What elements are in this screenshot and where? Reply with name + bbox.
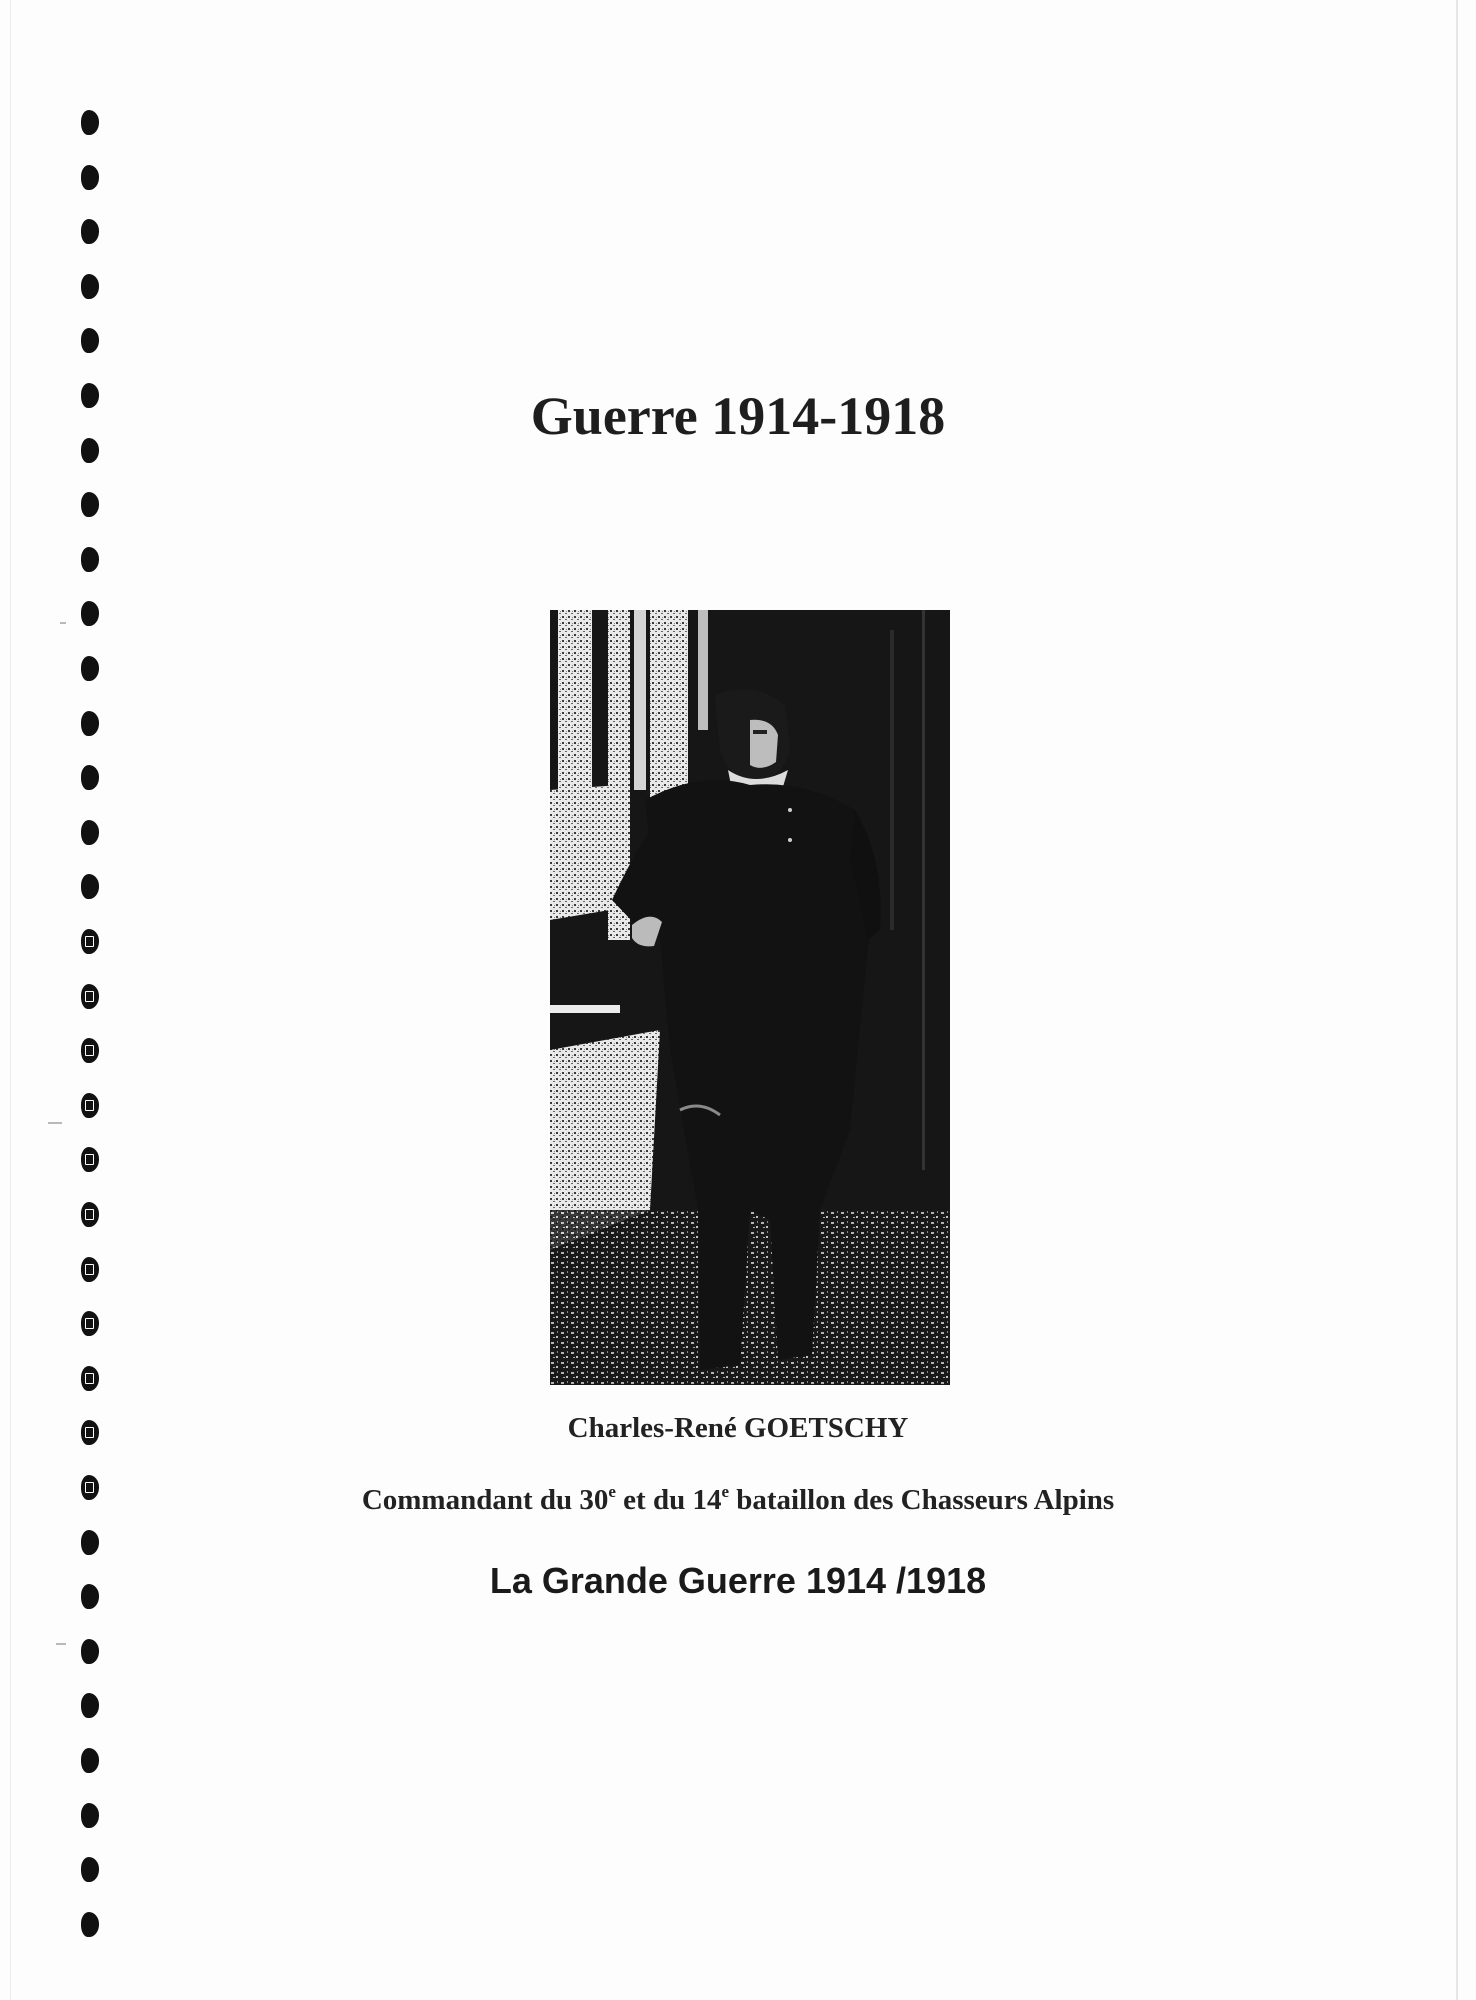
binding-hole [81, 1366, 99, 1391]
binding-hole [81, 1748, 99, 1773]
scan-mark [48, 1122, 62, 1124]
binding-hole [81, 1530, 99, 1555]
scan-mark [56, 1643, 66, 1645]
binding-hole [81, 492, 99, 517]
binding-hole [81, 820, 99, 845]
portrait-photo [550, 610, 950, 1385]
role-superscript-1: e [608, 1482, 616, 1501]
binding-hole [81, 110, 99, 135]
page-edge-right [1456, 0, 1458, 2000]
binding-hole [81, 165, 99, 190]
binding-hole [81, 929, 99, 954]
photo-caption-role [0, 1484, 1476, 1517]
binding-hole [81, 1202, 99, 1227]
binding-hole [81, 328, 99, 353]
binding-hole [81, 984, 99, 1009]
binding-hole [81, 711, 99, 736]
binding-hole [81, 1912, 99, 1937]
role-superscript-2: e [721, 1482, 730, 1501]
role-text-2: et du 14 [615, 1484, 722, 1516]
binding-hole [81, 656, 99, 681]
binding-hole [81, 1147, 99, 1172]
role-text-3: bataillon des Chasseurs Alpins [729, 1484, 1115, 1516]
binding-hole [81, 1639, 99, 1664]
binding-hole [81, 1857, 99, 1882]
binding-hole [81, 1693, 99, 1718]
binding-hole [81, 1038, 99, 1063]
page-edge-left [10, 0, 11, 2000]
binding-hole [81, 874, 99, 899]
document-subtitle: La Grande Guerre 1914 /1918 [489, 1560, 987, 1601]
binding-hole [81, 1093, 99, 1118]
binding-hole [81, 274, 99, 299]
binding-hole [81, 547, 99, 572]
binding-hole [81, 1257, 99, 1282]
binding-hole [81, 601, 99, 626]
binding-hole [81, 765, 99, 790]
photo-caption-name: Charles-René GOETSCHY [567, 1412, 909, 1444]
spiral-binding-holes [76, 0, 110, 2000]
binding-hole [81, 219, 99, 244]
portrait-photo-graphic [550, 610, 950, 1385]
binding-hole [81, 1803, 99, 1828]
binding-hole [81, 1311, 99, 1336]
document-title: Guerre 1914-1918 [530, 386, 946, 446]
scan-mark [60, 622, 66, 624]
role-text-1: Commandant du 30 [361, 1484, 609, 1516]
